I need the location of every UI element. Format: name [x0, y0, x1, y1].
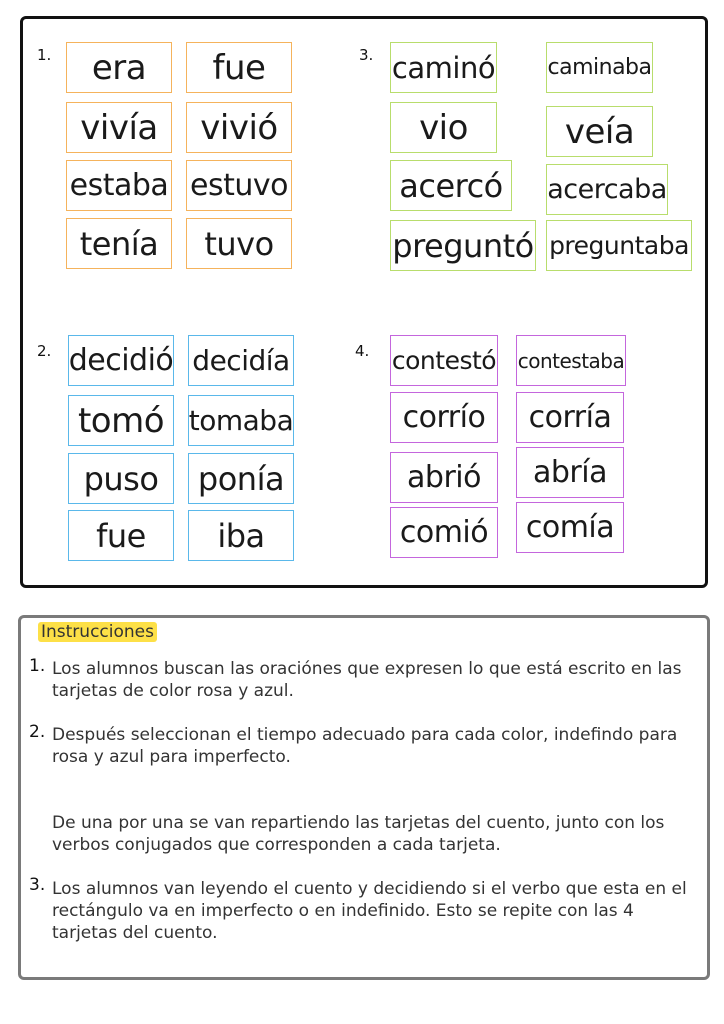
verb-card: preguntaba: [546, 220, 692, 271]
verb-card: abría: [516, 447, 624, 498]
verb-card: estaba: [66, 160, 172, 211]
verb-card: acercó: [390, 160, 512, 211]
verb-card: contestó: [390, 335, 498, 386]
verb-card: contestaba: [516, 335, 626, 386]
verb-card: corría: [516, 392, 624, 443]
verb-card: caminó: [390, 42, 497, 93]
verb-card: vio: [390, 102, 497, 153]
verb-card: decidió: [68, 335, 174, 386]
verb-card: veía: [546, 106, 653, 157]
step-text: Los alumnos van leyendo el cuento y decidiendo si el verbo que esta en el rectángulo va en imperfecto o en indefinido. Esto se repite con las 4 tarjetas del cuento.: [52, 879, 687, 943]
step-number: 3.: [29, 875, 46, 895]
verb-card: acercaba: [546, 164, 668, 215]
verb-card: tomaba: [188, 395, 294, 446]
group-number: 3.: [359, 46, 374, 64]
verb-card: vivía: [66, 102, 172, 153]
step-number: 2.: [29, 722, 46, 742]
step-text: Después seleccionan el tiempo adecuado para cada color, indefindo para rosa y azul para imperfecto.: [52, 725, 678, 767]
verb-card: tomó: [68, 395, 174, 446]
verb-card: estuvo: [186, 160, 292, 211]
verb-card: comió: [390, 507, 498, 558]
step-number: 1.: [29, 656, 46, 676]
verb-card: comía: [516, 502, 624, 553]
step-text: Los alumnos buscan las oraciónes que expresen lo que está escrito en las tarjetas de color rosa y azul.: [52, 659, 682, 701]
verb-card: vivió: [186, 102, 292, 153]
verb-card: fue: [186, 42, 292, 93]
instructions-title: Instrucciones: [38, 622, 157, 642]
verb-card: ponía: [188, 453, 294, 504]
verb-card: tuvo: [186, 218, 292, 269]
group-number: 1.: [37, 46, 52, 64]
verb-card: puso: [68, 453, 174, 504]
verb-card: iba: [188, 510, 294, 561]
verb-card: decidía: [188, 335, 294, 386]
verb-card: preguntó: [390, 220, 536, 271]
step-text: De una por una se van repartiendo las tarjetas del cuento, junto con los verbos conjugados que corresponden a cada tarjeta.: [52, 813, 665, 855]
verb-card: tenía: [66, 218, 172, 269]
verb-card: era: [66, 42, 172, 93]
group-number: 4.: [355, 342, 370, 360]
verb-card: fue: [68, 510, 174, 561]
instructions-panel: [18, 615, 710, 980]
verb-card: caminaba: [546, 42, 653, 93]
verb-card: abrió: [390, 452, 498, 503]
verb-card: corrío: [390, 392, 498, 443]
group-number: 2.: [37, 342, 52, 360]
